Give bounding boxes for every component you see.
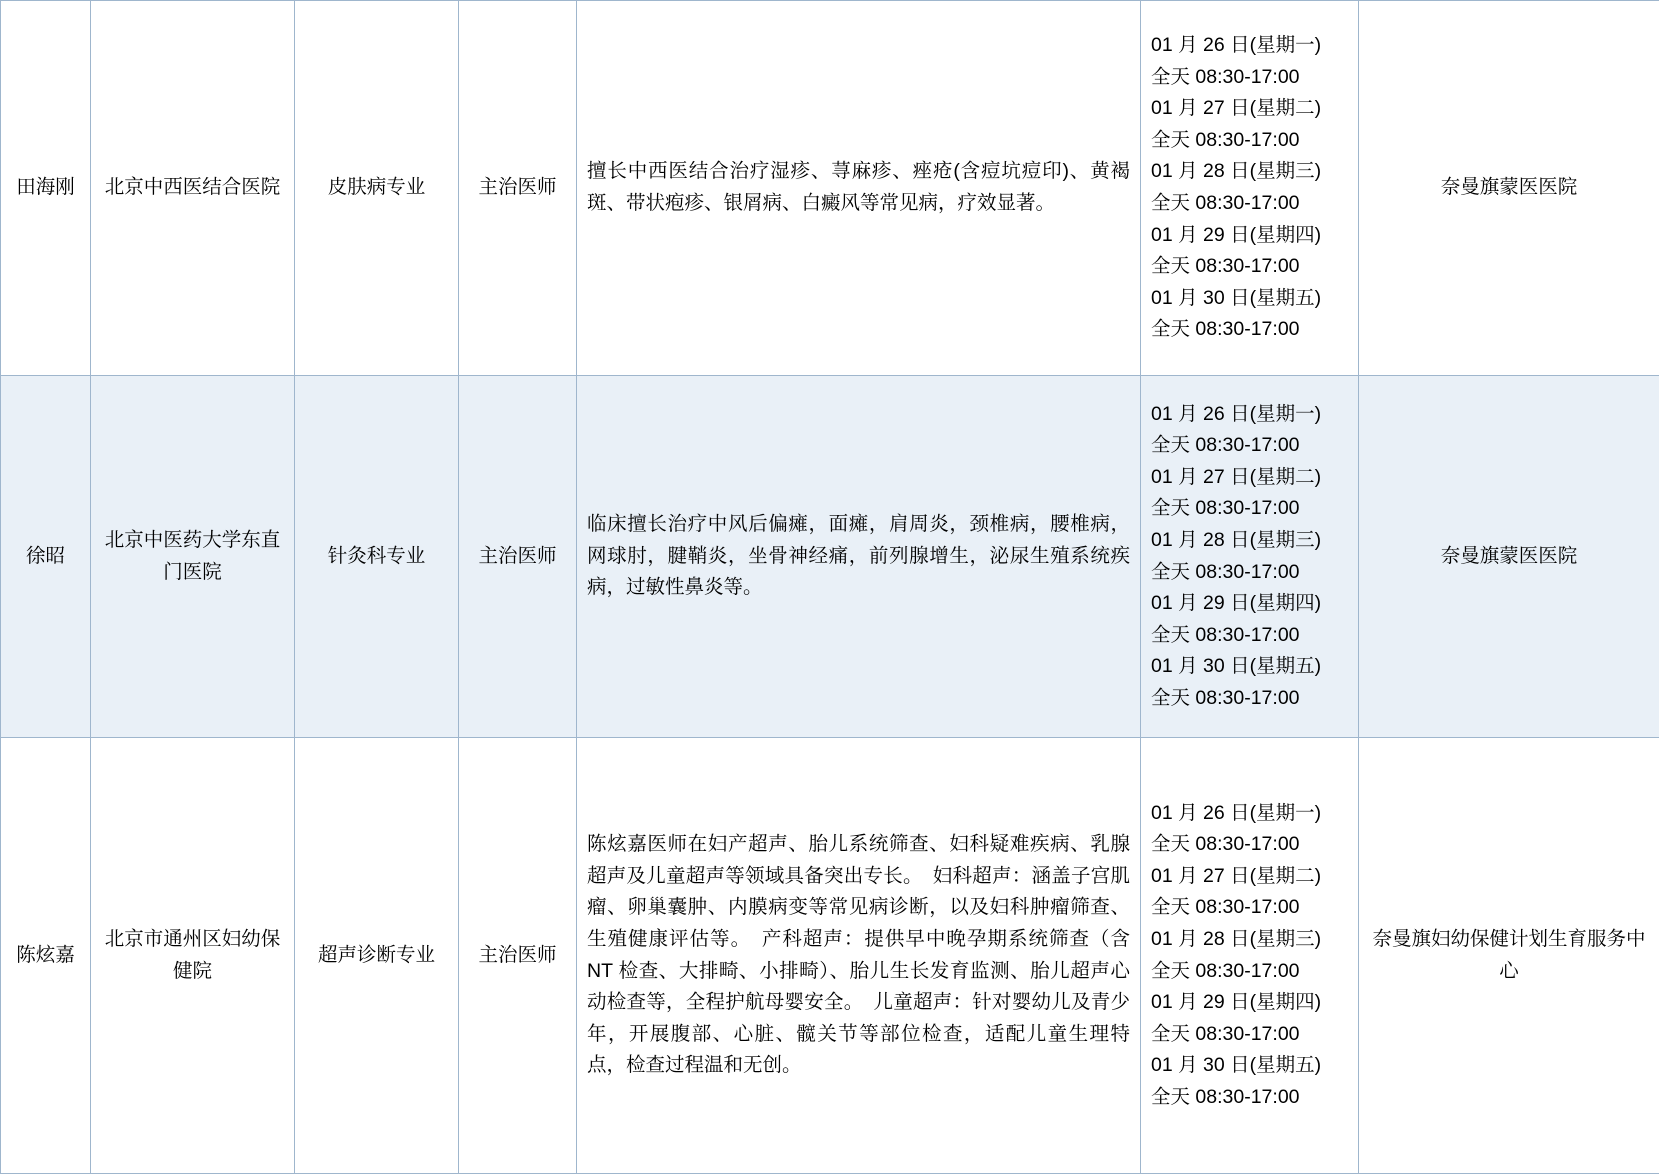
- schedule-line: 01 月 29 日(星期四): [1151, 987, 1348, 1019]
- schedule-line: 全天 08:30-17:00: [1151, 829, 1348, 861]
- schedule-line: 01 月 30 日(星期五): [1151, 283, 1348, 315]
- schedule-line: 全天 08:30-17:00: [1151, 430, 1348, 462]
- doctor-name: 徐昭: [1, 376, 91, 738]
- doctor-title: 主治医师: [459, 738, 577, 1174]
- table-row: [1, 376, 1659, 738]
- doctor-major: 皮肤病专业: [295, 1, 459, 376]
- doctor-schedule: [1141, 376, 1359, 738]
- schedule-line: 全天 08:30-17:00: [1151, 493, 1348, 525]
- schedule-line: 全天 08:30-17:00: [1151, 683, 1348, 715]
- doctor-hospital: 北京市通州区妇幼保健院: [91, 738, 295, 1174]
- doctor-schedule: [1141, 738, 1359, 1174]
- schedule-line: 全天 08:30-17:00: [1151, 125, 1348, 157]
- schedule-line: 全天 08:30-17:00: [1151, 892, 1348, 924]
- schedule-line: 01 月 26 日(星期一): [1151, 399, 1348, 431]
- schedule-line: 全天 08:30-17:00: [1151, 1019, 1348, 1051]
- doctor-location: 奈曼旗蒙医医院: [1359, 1, 1659, 376]
- schedule-line: 01 月 30 日(星期五): [1151, 1050, 1348, 1082]
- doctor-name: 田海刚: [1, 1, 91, 376]
- doctor-major: 针灸科专业: [295, 376, 459, 738]
- schedule-line: 01 月 27 日(星期二): [1151, 462, 1348, 494]
- doctor-hospital: 北京中医药大学东直门医院: [91, 376, 295, 738]
- doctor-specialty-description: 陈炫嘉医师在妇产超声、胎儿系统筛查、妇科疑难疾病、乳腺超声及儿童超声等领域具备突出专长。 妇科超声：涵盖子宫肌瘤、卵巢囊肿、内膜病变等常见病诊断，以及妇科肿瘤筛查、生殖健康评估等。 产科超声：提供早中晚孕期系统筛查（含 NT 检查、大排畸、小排畸）、胎儿生长发育监测、胎儿超声心动检查等，全程护航母婴安全。 儿童超声：针对婴幼儿及青少年，开展腹部、心脏、髋关节等部位检查，适配儿童生理特点，检查过程温和无创。: [577, 738, 1141, 1174]
- doctor-title: 主治医师: [459, 376, 577, 738]
- schedule-line: 01 月 30 日(星期五): [1151, 651, 1348, 683]
- schedule-line: 01 月 27 日(星期二): [1151, 93, 1348, 125]
- doctor-specialty-description: 临床擅长治疗中风后偏瘫，面瘫，肩周炎，颈椎病，腰椎病，网球肘，腱鞘炎，坐骨神经痛，前列腺增生，泌尿生殖系统疾病，过敏性鼻炎等。: [577, 376, 1141, 738]
- schedule-line: 01 月 28 日(星期三): [1151, 156, 1348, 188]
- doctor-name: 陈炫嘉: [1, 738, 91, 1174]
- schedule-line: 全天 08:30-17:00: [1151, 956, 1348, 988]
- doctor-schedule: [1141, 1, 1359, 376]
- schedule-line: 全天 08:30-17:00: [1151, 557, 1348, 589]
- table-row: [1, 1, 1659, 376]
- schedule-line: 全天 08:30-17:00: [1151, 188, 1348, 220]
- doctor-title: 主治医师: [459, 1, 577, 376]
- doctor-location: 奈曼旗妇幼保健计划生育服务中心: [1359, 738, 1659, 1174]
- schedule-line: 全天 08:30-17:00: [1151, 251, 1348, 283]
- doctor-location: 奈曼旗蒙医医院: [1359, 376, 1659, 738]
- schedule-line: 01 月 26 日(星期一): [1151, 798, 1348, 830]
- schedule-line: 01 月 26 日(星期一): [1151, 30, 1348, 62]
- schedule-line: 01 月 28 日(星期三): [1151, 525, 1348, 557]
- schedule-line: 全天 08:30-17:00: [1151, 62, 1348, 94]
- schedule-line: 01 月 28 日(星期三): [1151, 924, 1348, 956]
- table-row: [1, 738, 1659, 1174]
- schedule-line: 全天 08:30-17:00: [1151, 620, 1348, 652]
- doctor-hospital: 北京中西医结合医院: [91, 1, 295, 376]
- schedule-line: 01 月 29 日(星期四): [1151, 220, 1348, 252]
- doctor-specialty-description: 擅长中西医结合治疗湿疹、荨麻疹、痤疮(含痘坑痘印)、黄褐斑、带状疱疹、银屑病、白癜风等常见病，疗效显著。: [577, 1, 1141, 376]
- doctor-major: 超声诊断专业: [295, 738, 459, 1174]
- schedule-line: 全天 08:30-17:00: [1151, 314, 1348, 346]
- schedule-line: 全天 08:30-17:00: [1151, 1082, 1348, 1114]
- schedule-line: 01 月 27 日(星期二): [1151, 861, 1348, 893]
- schedule-line: 01 月 29 日(星期四): [1151, 588, 1348, 620]
